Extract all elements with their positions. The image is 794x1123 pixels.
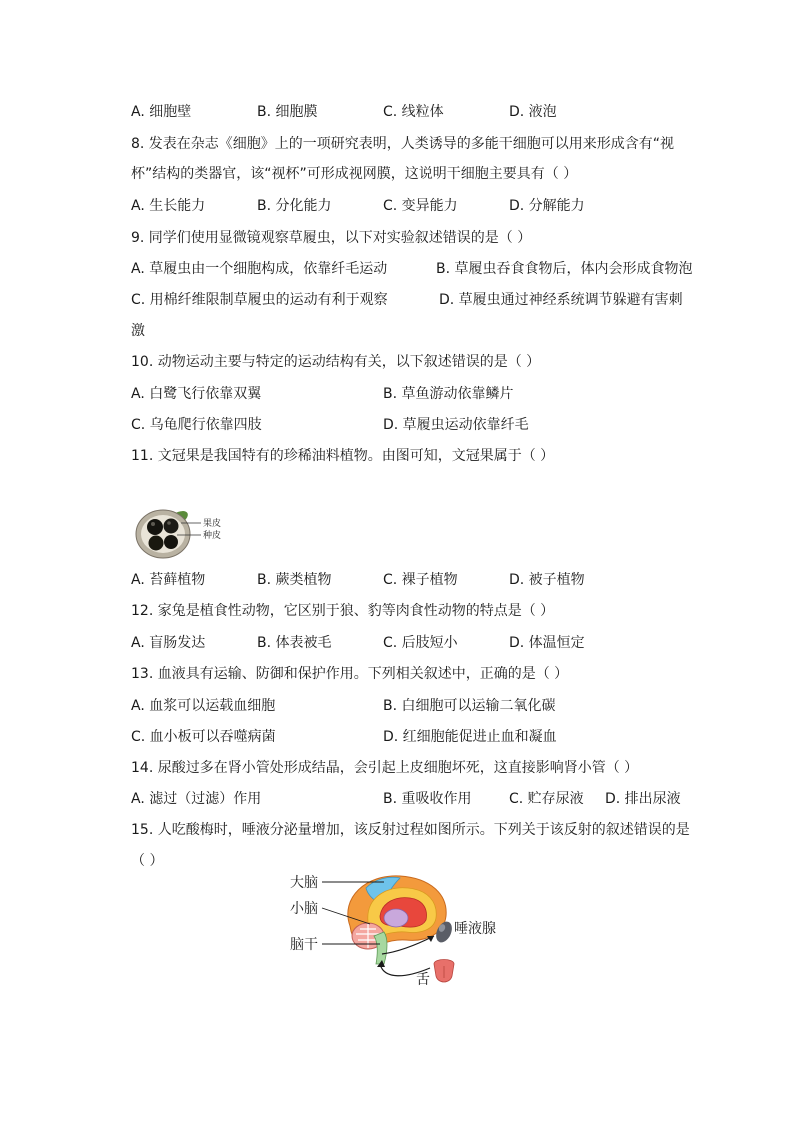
q7-option-d: D. 液泡 [509,104,557,120]
q15-stem-line1: 15. 人吃酸梅时，唾液分泌量增加，该反射过程如图所示。下列关于该反射的叙述错误的是 [131,822,690,838]
q8-option-d: D. 分解能力 [509,198,585,214]
q12-option-c: C. 后肢短小 [383,635,458,651]
q13-stem: 13. 血液具有运输、防御和保护作用。下列相关叙述中，正确的是（ ） [131,666,569,682]
q8-option-b: B. 分化能力 [257,198,332,214]
q10-option-d: D. 草履虫运动依靠纤毛 [383,417,529,433]
pericarp-label: 果皮 [203,519,222,529]
q8-stem-line1: 8. 发表在杂志《细胞》上的一项研究表明，人类诱导的多能干细胞可以用来形成含有“视 [131,136,675,152]
q15-stem-line2: （ ） [131,853,164,869]
q9-stem: 9. 同学们使用显微镜观察草履虫，以下对实验叙述错误的是（ ） [131,230,532,246]
q13-option-d: D. 红细胞能促进止血和凝血 [383,729,557,745]
q11-option-d: D. 被子植物 [509,572,585,588]
reflex-brain-figure [288,868,508,990]
q10-option-c: C. 乌龟爬行依靠四肢 [131,417,262,433]
q14-option-d: D. 排出尿液 [605,791,681,807]
q11-stem: 11. 文冠果是我国特有的珍稀油料植物。由图可知，文冠果属于（ ） [131,448,555,464]
q11-option-c: C. 裸子植物 [383,572,458,588]
q10-stem: 10. 动物运动主要与特定的运动结构有关，以下叙述错误的是（ ） [131,354,541,370]
q13-option-a: A. 血浆可以运载血细胞 [131,698,276,714]
q8-option-c: C. 变异能力 [383,198,458,214]
q13-option-b: B. 白细胞可以运输二氧化碳 [383,698,556,714]
q14-option-a: A. 滤过（过滤）作用 [131,791,262,807]
q7-option-b: B. 细胞膜 [257,104,318,120]
tongue-label: 舌 [416,972,430,988]
wenguan-fruit-figure [131,505,231,561]
q14-stem: 14. 尿酸过多在肾小管处形成结晶，会引起上皮细胞坏死，这直接影响肾小管（ ） [131,760,639,776]
cerebrum-label: 大脑 [290,875,318,891]
q8-stem-line2: 杯”结构的类器官，该“视杯”可形成视网膜，这说明干细胞主要具有（ ） [131,166,578,182]
q10-option-a: A. 白鹭飞行依靠双翼 [131,386,262,402]
q11-option-a: A. 苔藓植物 [131,572,206,588]
salivary-gland-label: 唾液腺 [454,921,496,937]
q7-option-c: C. 线粒体 [383,104,444,120]
q10-option-b: B. 草鱼游动依靠鳞片 [383,386,514,402]
q14-option-c: C. 贮存尿液 [509,791,584,807]
q12-option-b: B. 体表被毛 [257,635,332,651]
q7-option-a: A. 细胞壁 [131,104,192,120]
brainstem-label: 脑干 [290,937,318,953]
q12-option-d: D. 体温恒定 [509,635,585,651]
seed-coat-label: 种皮 [203,531,222,541]
q13-option-c: C. 血小板可以吞噬病菌 [131,729,276,745]
cerebellum-label: 小脑 [290,901,318,917]
q9-option-b: B. 草履虫吞食食物后，体内会形成食物泡 [436,261,693,277]
q11-option-b: B. 蕨类植物 [257,572,332,588]
q14-option-b: B. 重吸收作用 [383,791,472,807]
q9-option-c: C. 用棉纤维限制草履虫的运动有利于观察 [131,292,388,308]
q8-option-a: A. 生长能力 [131,198,206,214]
q9-option-d-wrap: 激 [131,323,145,339]
q12-option-a: A. 盲肠发达 [131,635,206,651]
q9-option-a: A. 草履虫由一个细胞构成，依靠纤毛运动 [131,261,388,277]
q12-stem: 12. 家兔是植食性动物，它区别于狼、豹等肉食性动物的特点是（ ） [131,603,555,619]
q9-option-d: D. 草履虫通过神经系统调节躲避有害刺 [439,292,683,308]
